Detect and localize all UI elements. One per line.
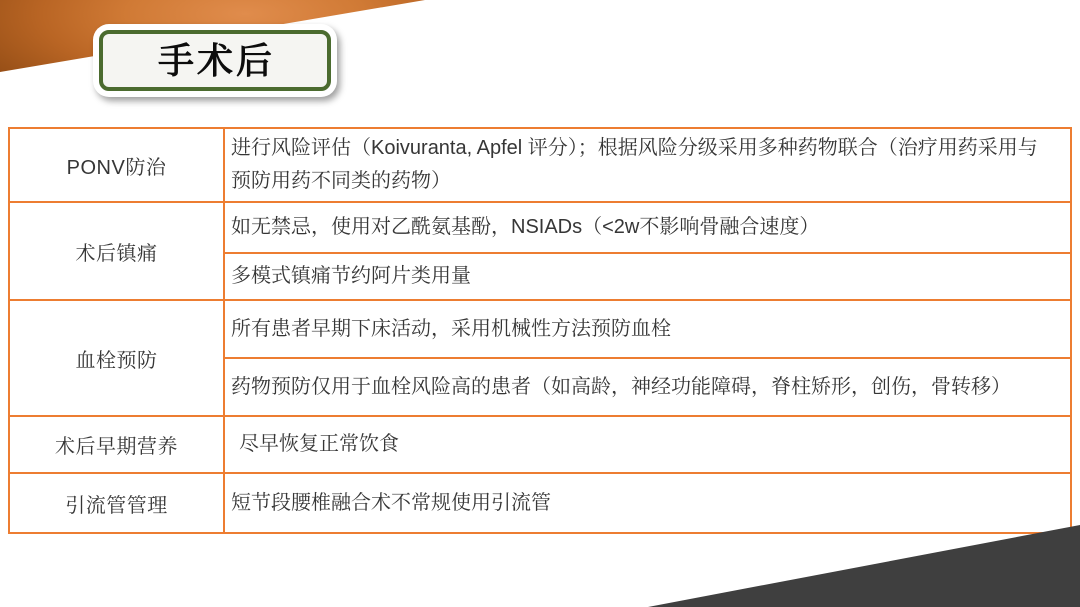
page-title: 手术后 xyxy=(157,39,275,81)
row-value-nutrition: 尽早恢复正常饮食 xyxy=(224,416,1071,473)
row-value-drainage: 短节段腰椎融合术不常规使用引流管 xyxy=(224,473,1071,533)
row-label-nutrition: 术后早期营养 xyxy=(9,416,224,473)
row-value-analgesia-2: 多模式镇痛节约阿片类用量 xyxy=(224,253,1071,300)
row-value-ponv: 进行风险评估（Koivuranta, Apfel 评分）；根据风险分级采用多种药物联合（治疗用药采用与预防用药不同类的药物） xyxy=(224,128,1071,202)
slide-title-badge xyxy=(93,24,337,97)
post-op-care-table xyxy=(8,127,1072,534)
table-row xyxy=(9,416,1071,473)
row-label-analgesia: 术后镇痛 xyxy=(9,202,224,300)
row-value-thrombosis-2: 药物预防仅用于血栓风险高的患者（如高龄，神经功能障碍，脊柱矫形，创伤，骨转移） xyxy=(224,358,1071,416)
table-row xyxy=(9,202,1071,253)
row-value-thrombosis-1: 所有患者早期下床活动，采用机械性方法预防血栓 xyxy=(224,300,1071,358)
table xyxy=(8,127,1072,534)
row-label-ponv: PONV防治 xyxy=(9,128,224,202)
table-row xyxy=(9,300,1071,358)
row-label-thrombosis: 血栓预防 xyxy=(9,300,224,416)
table-row xyxy=(9,473,1071,533)
row-label-drainage: 引流管管理 xyxy=(9,473,224,533)
slide-title-badge-frame xyxy=(99,30,331,91)
table-row xyxy=(9,128,1071,202)
row-value-analgesia-1: 如无禁忌，使用对乙酰氨基酚，NSIADs（<2w不影响骨融合速度） xyxy=(224,202,1071,253)
